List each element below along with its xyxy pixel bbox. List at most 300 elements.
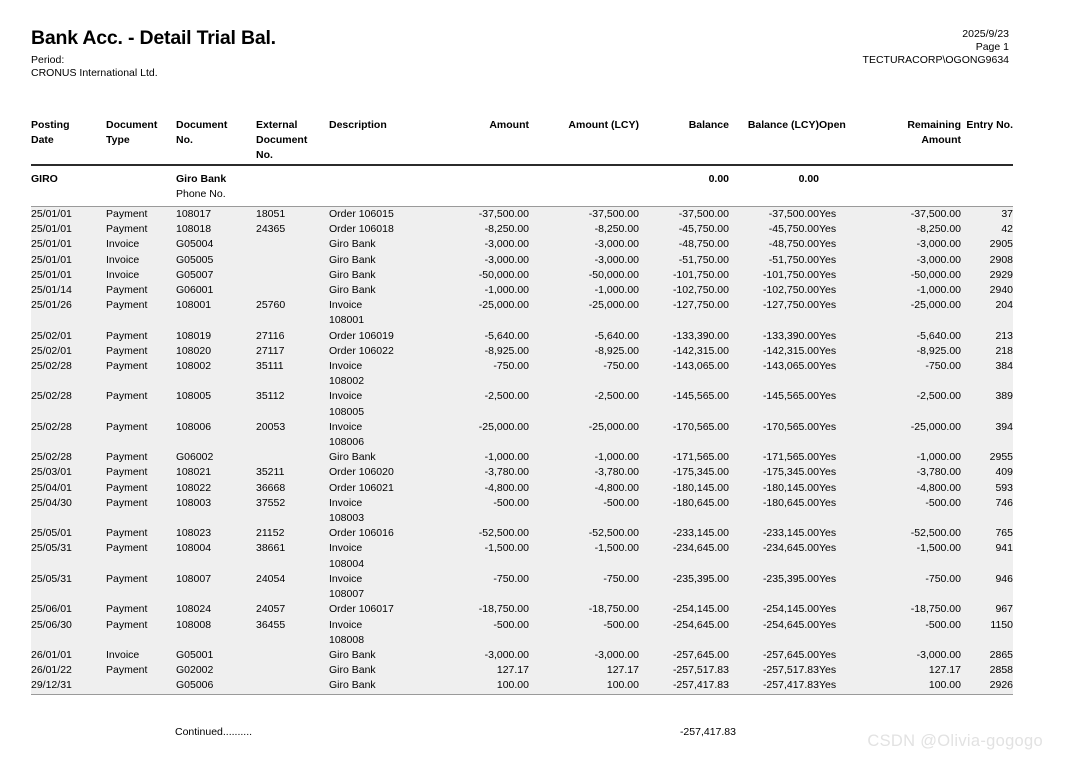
cell-amount-lcy xyxy=(529,344,639,359)
cell-text-open: Yes xyxy=(819,299,837,312)
cell-text-entry-no: 384 xyxy=(995,360,1013,373)
cell-text-amount-lcy: -25,000.00 xyxy=(588,420,639,433)
cell-text-posting-date: 25/02/28 xyxy=(31,360,72,373)
cell-text-external-document-no: 24365 xyxy=(256,223,286,236)
cell-text-description: Order 106018 xyxy=(329,223,394,236)
table-row xyxy=(31,541,1013,571)
cell-balance xyxy=(639,329,729,344)
cell-text-document-no: G05004 xyxy=(176,238,214,251)
cell-balance xyxy=(639,481,729,496)
cell-text-amount-lcy: -500.00 xyxy=(603,618,639,631)
table-row xyxy=(31,496,1013,526)
cell-remaining-amount xyxy=(871,420,961,450)
cell-amount-lcy xyxy=(529,359,639,389)
cell-external-document-no xyxy=(256,465,329,480)
cell-text-amount: -1,500.00 xyxy=(484,542,529,555)
cell-description xyxy=(329,602,432,617)
cell-text-balance-lcy: -45,750.00 xyxy=(768,223,819,236)
cell-text-description: Giro Bank xyxy=(329,268,376,281)
cell-text-description: Order 106021 xyxy=(329,481,394,494)
cell-text-posting-date: 25/01/01 xyxy=(31,208,72,221)
cell-document-type xyxy=(106,359,176,389)
cell-text-document-no: 108004 xyxy=(176,542,212,555)
cell-document-type xyxy=(106,481,176,496)
cell-text-open: Yes xyxy=(819,481,837,494)
cell-text-open: Yes xyxy=(819,238,837,251)
continued-label: Continued.......... xyxy=(175,726,253,738)
cell-text-description: Giro Bank xyxy=(329,648,376,661)
group-spacer-amount xyxy=(432,165,529,187)
cell-text-balance-lcy: -142,315.00 xyxy=(762,344,819,357)
col-header-open: Open xyxy=(819,118,871,165)
cell-description xyxy=(329,541,432,571)
cell-open xyxy=(819,602,871,617)
cell-balance xyxy=(639,618,729,648)
cell-entry-no xyxy=(961,526,1013,541)
cell-text-description: Invoice xyxy=(329,496,363,509)
cell-text-amount: -25,000.00 xyxy=(478,420,529,433)
cell-amount-lcy xyxy=(529,268,639,283)
cell-entry-no xyxy=(961,541,1013,571)
cell-text-document-no: 108020 xyxy=(176,344,212,357)
cell-text-external-document-no: 36455 xyxy=(256,618,286,631)
cell-balance xyxy=(639,526,729,541)
cell-posting-date xyxy=(31,420,106,450)
cell-text-entry-no: 37 xyxy=(1001,208,1013,221)
cell-external-document-no xyxy=(256,222,329,237)
cell-document-no xyxy=(176,465,256,480)
cell-posting-date xyxy=(31,496,106,526)
cell-balance-lcy xyxy=(729,648,819,663)
cell-text-document-no: G05007 xyxy=(176,268,214,281)
cell-text-amount: -50,000.00 xyxy=(478,268,529,281)
cell-description xyxy=(329,253,432,268)
group-sub-spacer-6 xyxy=(639,187,729,207)
cell-balance-lcy xyxy=(729,420,819,450)
cell-document-type xyxy=(106,678,176,694)
cell-text-balance-lcy: -51,750.00 xyxy=(768,253,819,266)
cell-entry-no xyxy=(961,207,1013,222)
cell-amount-lcy xyxy=(529,450,639,465)
cell-text-open: Yes xyxy=(819,268,837,281)
cell-text-amount-lcy: -18,750.00 xyxy=(588,603,639,616)
cell-text-remaining-amount: -750.00 xyxy=(925,572,961,585)
cell-text-open: Yes xyxy=(819,253,837,266)
cell-amount-lcy xyxy=(529,420,639,450)
cell-balance-lcy xyxy=(729,450,819,465)
cell-amount xyxy=(432,237,529,252)
cell-text-posting-date: 29/12/31 xyxy=(31,679,72,692)
group-sub-spacer-8 xyxy=(819,187,871,207)
cell-document-no xyxy=(176,572,256,602)
cell-text-entry-no: 2955 xyxy=(989,451,1013,464)
report-table-container xyxy=(31,118,1013,695)
cell-text-description-line2: 108001 xyxy=(329,314,365,327)
cell-entry-no xyxy=(961,450,1013,465)
cell-text-entry-no: 409 xyxy=(995,466,1013,479)
cell-amount xyxy=(432,602,529,617)
cell-text-document-type: Payment xyxy=(106,223,148,236)
group-header-row xyxy=(31,165,1013,187)
cell-text-remaining-amount: -1,000.00 xyxy=(916,284,961,297)
table-row xyxy=(31,663,1013,678)
cell-posting-date xyxy=(31,222,106,237)
cell-open xyxy=(819,648,871,663)
cell-text-description: Invoice xyxy=(329,360,363,373)
cell-text-remaining-amount: -8,925.00 xyxy=(916,344,961,357)
cell-text-amount-lcy: 100.00 xyxy=(606,679,639,692)
cell-document-no xyxy=(176,222,256,237)
col-header-balance: Balance xyxy=(639,118,729,165)
table-row xyxy=(31,359,1013,389)
cell-text-balance: -170,565.00 xyxy=(672,420,729,433)
cell-text-document-type: Payment xyxy=(106,542,148,555)
cell-document-type xyxy=(106,663,176,678)
cell-document-no xyxy=(176,541,256,571)
col-header-posting-date-line2: Date xyxy=(31,134,54,147)
col-header-document-no-line1: Document xyxy=(176,119,228,131)
cell-open xyxy=(819,237,871,252)
cell-amount-lcy xyxy=(529,526,639,541)
cell-text-remaining-amount: -8,250.00 xyxy=(916,223,961,236)
cell-text-open: Yes xyxy=(819,618,837,631)
cell-open xyxy=(819,298,871,328)
cell-document-type xyxy=(106,329,176,344)
cell-remaining-amount xyxy=(871,359,961,389)
cell-text-amount: -750.00 xyxy=(493,360,529,373)
cell-text-document-no: 108021 xyxy=(176,466,212,479)
cell-text-document-no: 108024 xyxy=(176,603,212,616)
cell-posting-date xyxy=(31,359,106,389)
cell-text-open: Yes xyxy=(819,679,837,692)
cell-posting-date xyxy=(31,207,106,222)
cell-posting-date xyxy=(31,268,106,283)
table-row xyxy=(31,283,1013,298)
cell-text-posting-date: 25/01/01 xyxy=(31,223,72,236)
col-header-balance-lcy: Balance (LCY) xyxy=(729,118,819,165)
cell-document-no xyxy=(176,481,256,496)
cell-external-document-no xyxy=(256,344,329,359)
table-row xyxy=(31,237,1013,252)
cell-text-document-no: 108022 xyxy=(176,481,212,494)
cell-text-balance-lcy: -37,500.00 xyxy=(768,208,819,221)
cell-external-document-no xyxy=(256,389,329,419)
cell-document-no xyxy=(176,283,256,298)
cell-amount xyxy=(432,359,529,389)
cell-text-document-no: 108002 xyxy=(176,360,212,373)
cell-balance xyxy=(639,678,729,694)
cell-text-balance-lcy: -102,750.00 xyxy=(762,284,819,297)
cell-text-document-no: 108005 xyxy=(176,390,212,403)
cell-text-description-line2: 108004 xyxy=(329,557,365,570)
cell-entry-no xyxy=(961,663,1013,678)
cell-open xyxy=(819,222,871,237)
cell-amount-lcy xyxy=(529,678,639,694)
cell-posting-date xyxy=(31,389,106,419)
cell-text-open: Yes xyxy=(819,572,837,585)
cell-document-no xyxy=(176,678,256,694)
cell-text-open: Yes xyxy=(819,496,837,509)
cell-posting-date xyxy=(31,618,106,648)
cell-text-balance: -101,750.00 xyxy=(672,268,729,281)
cell-text-balance: -45,750.00 xyxy=(678,223,729,236)
cell-text-amount-lcy: -500.00 xyxy=(603,496,639,509)
cell-document-type xyxy=(106,344,176,359)
cell-document-no xyxy=(176,298,256,328)
cell-entry-no xyxy=(961,678,1013,694)
cell-text-remaining-amount: -500.00 xyxy=(925,496,961,509)
cell-amount xyxy=(432,344,529,359)
cell-balance xyxy=(639,648,729,663)
cell-remaining-amount xyxy=(871,329,961,344)
cell-document-type xyxy=(106,268,176,283)
cell-remaining-amount xyxy=(871,268,961,283)
cell-remaining-amount xyxy=(871,283,961,298)
cell-text-external-document-no: 36668 xyxy=(256,481,286,494)
cell-posting-date xyxy=(31,648,106,663)
col-header-amount: Amount xyxy=(432,118,529,165)
cell-text-document-type: Invoice xyxy=(106,268,140,281)
cell-text-amount-lcy: -2,500.00 xyxy=(594,390,639,403)
cell-text-amount: -52,500.00 xyxy=(478,527,529,540)
cell-amount xyxy=(432,526,529,541)
cell-text-balance: -254,645.00 xyxy=(672,618,729,631)
cell-text-balance-lcy: -254,145.00 xyxy=(762,603,819,616)
cell-text-remaining-amount: -3,000.00 xyxy=(916,253,961,266)
cell-balance-lcy xyxy=(729,237,819,252)
cell-text-external-document-no: 27116 xyxy=(256,329,285,342)
cell-text-document-type: Payment xyxy=(106,284,148,297)
cell-document-no xyxy=(176,420,256,450)
cell-balance xyxy=(639,237,729,252)
cell-entry-no xyxy=(961,253,1013,268)
cell-external-document-no xyxy=(256,329,329,344)
group-sub-spacer-2 xyxy=(106,187,176,207)
table-row xyxy=(31,481,1013,496)
cell-text-posting-date: 25/02/28 xyxy=(31,390,72,403)
cell-text-remaining-amount: -3,780.00 xyxy=(916,466,961,479)
cell-text-balance-lcy: -257,417.83 xyxy=(762,679,819,692)
cell-balance-lcy xyxy=(729,541,819,571)
table-row xyxy=(31,344,1013,359)
cell-posting-date xyxy=(31,602,106,617)
cell-document-type xyxy=(106,283,176,298)
cell-document-no xyxy=(176,648,256,663)
cell-text-remaining-amount: -2,500.00 xyxy=(916,390,961,403)
cell-open xyxy=(819,389,871,419)
cell-entry-no xyxy=(961,496,1013,526)
cell-balance xyxy=(639,283,729,298)
cell-document-no xyxy=(176,602,256,617)
cell-amount-lcy xyxy=(529,253,639,268)
cell-text-document-type: Invoice xyxy=(106,648,140,661)
cell-balance-lcy xyxy=(729,329,819,344)
cell-open xyxy=(819,253,871,268)
col-header-remaining-amount xyxy=(871,118,961,165)
cell-amount-lcy xyxy=(529,389,639,419)
cell-text-document-type: Payment xyxy=(106,481,148,494)
cell-text-amount-lcy: -750.00 xyxy=(603,360,639,373)
cell-posting-date xyxy=(31,572,106,602)
cell-open xyxy=(819,329,871,344)
cell-document-type xyxy=(106,237,176,252)
col-header-posting-date-line1: Posting xyxy=(31,119,70,131)
table-row xyxy=(31,572,1013,602)
cell-text-balance: -37,500.00 xyxy=(678,208,729,221)
cell-remaining-amount xyxy=(871,678,961,694)
cell-text-external-document-no: 38661 xyxy=(256,542,286,555)
cell-text-amount: -500.00 xyxy=(493,618,529,631)
cell-balance xyxy=(639,450,729,465)
cell-text-amount: -8,925.00 xyxy=(484,344,529,357)
cell-text-balance: -142,315.00 xyxy=(672,344,729,357)
cell-text-document-type: Payment xyxy=(106,329,148,342)
cell-external-document-no xyxy=(256,572,329,602)
cell-text-amount: -25,000.00 xyxy=(478,299,529,312)
cell-text-amount-lcy: -1,000.00 xyxy=(594,284,639,297)
cell-text-balance: -127,750.00 xyxy=(672,299,729,312)
group-sub-spacer-5 xyxy=(529,187,639,207)
cell-amount-lcy xyxy=(529,663,639,678)
page-title: Bank Acc. - Detail Trial Bal. xyxy=(31,27,276,49)
cell-text-posting-date: 26/01/01 xyxy=(31,648,72,661)
cell-text-open: Yes xyxy=(819,451,837,464)
cell-balance-lcy xyxy=(729,268,819,283)
cell-balance-lcy xyxy=(729,678,819,694)
cell-text-entry-no: 946 xyxy=(995,572,1013,585)
cell-text-document-type: Payment xyxy=(106,344,148,357)
cell-text-remaining-amount: -25,000.00 xyxy=(910,420,961,433)
cell-text-document-type: Payment xyxy=(106,572,148,585)
cell-balance-lcy xyxy=(729,526,819,541)
cell-description xyxy=(329,481,432,496)
cell-external-document-no xyxy=(256,678,329,694)
cell-remaining-amount xyxy=(871,207,961,222)
cell-description xyxy=(329,268,432,283)
group-spacer-entryno xyxy=(961,165,1013,187)
cell-text-entry-no: 593 xyxy=(995,481,1013,494)
cell-text-posting-date: 25/01/01 xyxy=(31,238,72,251)
cell-description xyxy=(329,648,432,663)
cell-text-balance: -233,145.00 xyxy=(672,527,729,540)
cell-remaining-amount xyxy=(871,541,961,571)
cell-posting-date xyxy=(31,481,106,496)
cell-entry-no xyxy=(961,237,1013,252)
cell-text-document-type: Payment xyxy=(106,664,148,677)
cell-external-document-no xyxy=(256,359,329,389)
cell-balance-lcy xyxy=(729,572,819,602)
cell-text-entry-no: 204 xyxy=(995,299,1013,312)
cell-open xyxy=(819,465,871,480)
cell-description xyxy=(329,222,432,237)
cell-text-document-type: Payment xyxy=(106,360,148,373)
cell-external-document-no xyxy=(256,526,329,541)
cell-external-document-no xyxy=(256,268,329,283)
cell-description xyxy=(329,344,432,359)
cell-text-description: Invoice xyxy=(329,542,363,555)
cell-text-open: Yes xyxy=(819,284,837,297)
page-number: Page 1 xyxy=(975,41,1009,53)
group-sub-spacer-3 xyxy=(329,187,432,207)
cell-text-description: Order 106017 xyxy=(329,603,394,616)
cell-text-description-line2: 108005 xyxy=(329,405,365,418)
table-row xyxy=(31,465,1013,480)
cell-amount xyxy=(432,283,529,298)
cell-text-entry-no: 2858 xyxy=(989,664,1013,677)
cell-remaining-amount xyxy=(871,663,961,678)
cell-balance xyxy=(639,496,729,526)
cell-text-balance: -133,390.00 xyxy=(672,329,729,342)
cell-posting-date xyxy=(31,663,106,678)
group-subheader-row xyxy=(31,187,1013,207)
cell-description xyxy=(329,450,432,465)
cell-document-type xyxy=(106,253,176,268)
cell-text-description: Invoice xyxy=(329,618,363,631)
cell-external-document-no xyxy=(256,207,329,222)
cell-entry-no xyxy=(961,648,1013,663)
cell-text-external-document-no: 18051 xyxy=(256,208,286,221)
cell-entry-no xyxy=(961,618,1013,648)
table-body xyxy=(31,165,1013,695)
cell-text-document-no: 108017 xyxy=(176,208,212,221)
cell-text-remaining-amount: -25,000.00 xyxy=(910,299,961,312)
cell-text-balance: -257,645.00 xyxy=(672,648,729,661)
cell-text-amount-lcy: -1,500.00 xyxy=(594,542,639,555)
cell-amount xyxy=(432,329,529,344)
cell-amount xyxy=(432,541,529,571)
table-row xyxy=(31,207,1013,222)
cell-amount xyxy=(432,268,529,283)
cell-text-description: Invoice xyxy=(329,299,363,312)
cell-text-entry-no: 746 xyxy=(995,496,1013,509)
cell-posting-date xyxy=(31,237,106,252)
cell-text-amount-lcy: -750.00 xyxy=(603,572,639,585)
cell-remaining-amount xyxy=(871,648,961,663)
cell-balance xyxy=(639,663,729,678)
cell-document-type xyxy=(106,618,176,648)
cell-text-document-no: G05006 xyxy=(176,679,214,692)
cell-remaining-amount xyxy=(871,222,961,237)
cell-text-amount: -3,000.00 xyxy=(484,253,529,266)
cell-entry-no xyxy=(961,572,1013,602)
cell-text-remaining-amount: -18,750.00 xyxy=(910,603,961,616)
cell-description xyxy=(329,618,432,648)
cell-external-document-no xyxy=(256,663,329,678)
cell-document-no xyxy=(176,207,256,222)
cell-text-open: Yes xyxy=(819,329,837,342)
cell-text-entry-no: 2865 xyxy=(989,648,1013,661)
cell-document-type xyxy=(106,572,176,602)
cell-description xyxy=(329,663,432,678)
cell-posting-date xyxy=(31,541,106,571)
cell-open xyxy=(819,663,871,678)
cell-entry-no xyxy=(961,359,1013,389)
group-phone-label: Phone No. xyxy=(176,187,226,200)
cell-text-balance-lcy: -257,645.00 xyxy=(762,648,819,661)
cell-balance-lcy xyxy=(729,222,819,237)
cell-description xyxy=(329,298,432,328)
cell-balance xyxy=(639,541,729,571)
cell-balance xyxy=(639,602,729,617)
cell-remaining-amount xyxy=(871,465,961,480)
cell-entry-no xyxy=(961,222,1013,237)
cell-document-type xyxy=(106,541,176,571)
cell-external-document-no xyxy=(256,237,329,252)
cell-posting-date xyxy=(31,678,106,694)
cell-text-document-type: Payment xyxy=(106,420,148,433)
cell-text-external-document-no: 35211 xyxy=(256,466,285,479)
cell-amount-lcy xyxy=(529,207,639,222)
